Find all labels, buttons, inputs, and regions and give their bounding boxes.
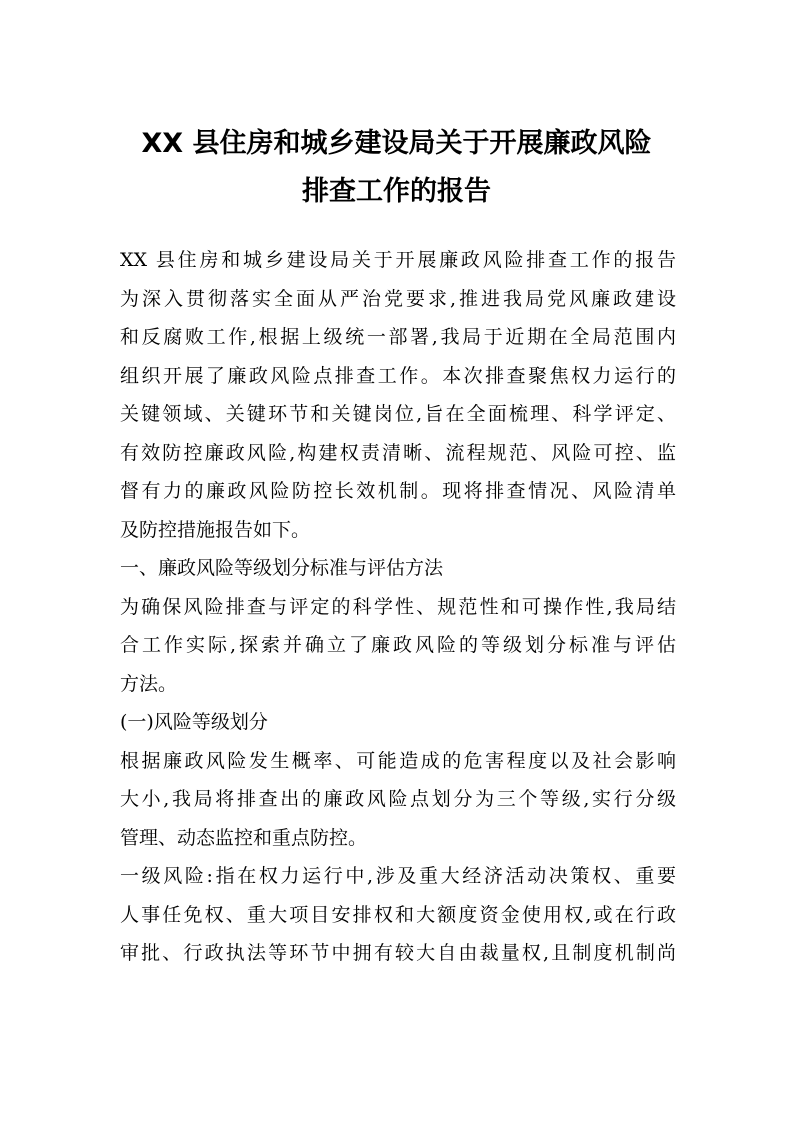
subsection-heading-1: (一)风险等级划分 (120, 711, 268, 733)
body-line-8: 及防控措施报告如下。 (120, 518, 311, 541)
body-line-12: 方法。 (120, 672, 178, 695)
body-line-18: 人事任免权、重大项目安排权和大额度资金使用权,或在行政 (120, 903, 676, 926)
body-line-15: 大小,我局将排查出的廉政风险点划分为三个等级,实行分级 (120, 788, 676, 810)
body-line-3: 和反腐败工作,根据上级统一部署,我局于近期在全局范围内 (120, 326, 676, 348)
body-line-16: 管理、动态监控和重点防控。 (120, 826, 368, 849)
body-line-1: XX 县住房和城乡建设局关于开展廉政风险排查工作的报告 (120, 249, 676, 271)
body-line-6: 有效防控廉政风险,构建权责清晰、流程规范、风险可控、监 (120, 441, 676, 464)
body-line-11: 合工作实际,探索并确立了廉政风险的等级划分标准与评估 (120, 634, 676, 656)
body-line-17: 一级风险:指在权力运行中,涉及重大经济活动决策权、重要 (120, 865, 676, 887)
body-line-19: 审批、行政执法等环节中拥有较大自由裁量权,且制度机制尚 (120, 942, 676, 964)
document-title-line-2: 排查工作的报告 (302, 176, 491, 207)
body-line-7: 督有力的廉政风险防控长效机制。现将排查情况、风险清单 (120, 480, 676, 502)
body-line-5: 关键领域、关键环节和关键岗位,旨在全面梳理、科学评定、 (120, 403, 676, 425)
document-title-line-1: XX 县住房和城乡建设局关于开展廉政风险 (141, 128, 652, 159)
body-line-2: 为深入贯彻落实全面从严治党要求,推进我局党风廉政建设 (120, 287, 676, 310)
body-line-14: 根据廉政风险发生概率、可能造成的危害程度以及社会影响 (120, 749, 676, 772)
document-body (120, 241, 676, 973)
body-line-10: 为确保风险排查与评定的科学性、规范性和可操作性,我局结 (120, 595, 676, 618)
section-heading-1: 一、廉政风险等级划分标准与评估方法 (120, 557, 444, 579)
body-line-4: 组织开展了廉政风险点排查工作。本次排查聚焦权力运行的 (120, 364, 676, 387)
